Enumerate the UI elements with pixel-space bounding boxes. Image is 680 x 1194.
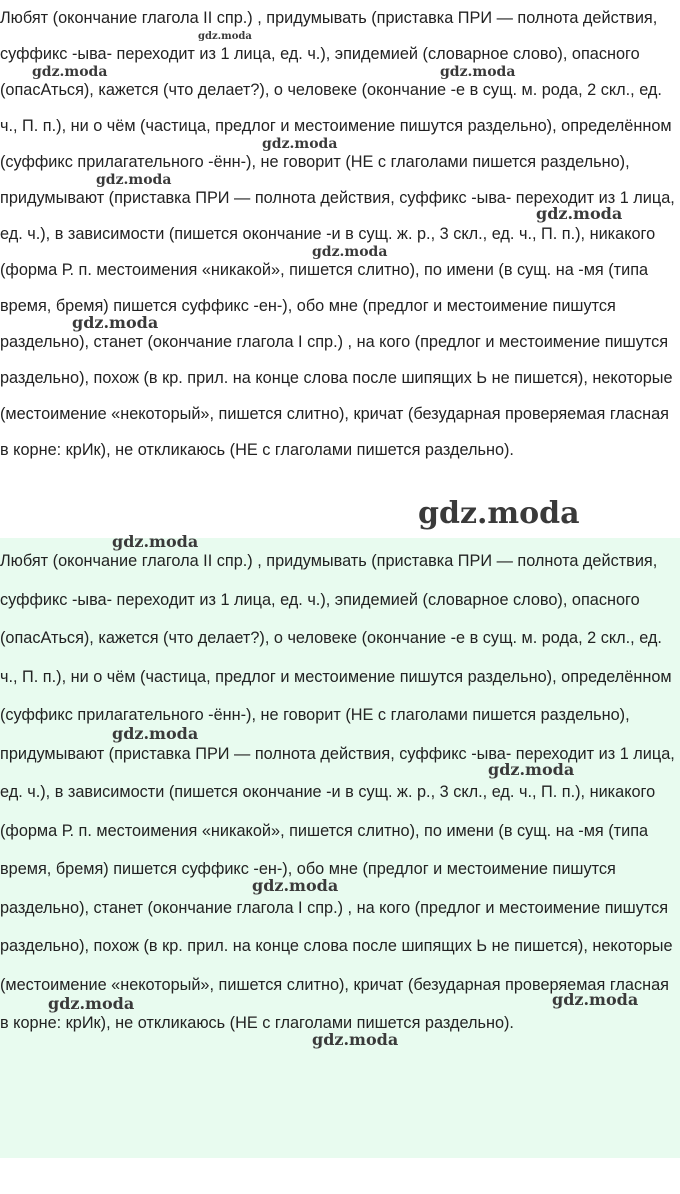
watermark-stamp: gdz.moda: [96, 172, 172, 188]
watermark-stamp: gdz.moda: [112, 532, 199, 551]
watermark-stamp: gdz.moda: [72, 313, 159, 332]
answer-text-block-highlighted: [0, 538, 680, 1158]
watermark-stamp: gdz.moda: [418, 496, 580, 531]
answer-paragraph: Любят (окончание глагола II спр.) , придумывать (приставка ПРИ — полнота действия, суффикс -ыва- переходит из 1 лица, ед. ч.), эпидемией (словарное слово), опасного (опасАться), кажется (что делает?), о человеке (окончание -е в сущ. м. рода, 2 скл., ед. ч., П. п.), ни о чём (частица, предлог и местоимение пишутся раздельно), определённом (суффикс прилагательного -ённ-), не говорит (НЕ с глаголами пишется раздельно), придумывают (приставка ПРИ — полнота действия, суффикс -ыва- переходит из 1 лица, ед. ч.), в зависимости (пишется окончание -и в сущ. ж. р., 3 скл., ед. ч., П. п.), никакого (форма Р. п. местоимения «никакой», пишется слитно), по имени (в сущ. на -мя (типа время, бремя) пишется суффикс -ен-), обо мне (предлог и местоимение пишутся раздельно), станет (окончание глагола I спр.) , на кого (предлог и местоимение пишутся раздельно), похож (в кр. прил. на конце слова после шипящих Ь не пишется), некоторые (местоимение «некоторый», пишется слитно), кричат (безударная проверяемая гласная в корне: крИк), не откликаюсь (НЕ с глаголами пишется раздельно).: [0, 9, 675, 459]
watermark-stamp: gdz.moda: [552, 990, 639, 1009]
watermark-stamp: gdz.moda: [112, 724, 199, 743]
watermark-stamp: gdz.moda: [312, 1030, 399, 1049]
watermark-stamp: gdz.moda: [48, 994, 135, 1013]
answer-text-block-plain: [0, 0, 680, 538]
watermark-stamp: gdz.moda: [536, 204, 623, 223]
watermark-stamp: gdz.moda: [198, 31, 252, 42]
answer-paragraph-highlighted: Любят (окончание глагола II спр.) , придумывать (приставка ПРИ — полнота действия, суффикс -ыва- переходит из 1 лица, ед. ч.), эпидемией (словарное слово), опасного (опасАться), кажется (что делает?), о человеке (окончание -е в сущ. м. рода, 2 скл., ед. ч., П. п.), ни о чём (частица, предлог и местоимение пишутся раздельно), определённом (суффикс прилагательного -ённ-), не говорит (НЕ с глаголами пишется раздельно), придумывают (приставка ПРИ — полнота действия, суффикс -ыва- переходит из 1 лица, ед. ч.), в зависимости (пишется окончание -и в сущ. ж. р., 3 скл., ед. ч., П. п.), никакого (форма Р. п. местоимения «никакой», пишется слитно), по имени (в сущ. на -мя (типа время, бремя) пишется суффикс -ен-), обо мне (предлог и местоимение пишутся раздельно), станет (окончание глагола I спр.) , на кого (предлог и местоимение пишутся раздельно), похож (в кр. прил. на конце слова после шипящих Ь не пишется), некоторые (местоимение «некоторый», пишется слитно), кричат (безударная проверяемая гласная в корне: крИк), не откликаюсь (НЕ с глаголами пишется раздельно).: [0, 552, 675, 1032]
watermark-stamp: gdz.moda: [252, 876, 339, 895]
watermark-stamp: gdz.moda: [312, 244, 388, 260]
watermark-stamp: gdz.moda: [440, 64, 516, 80]
watermark-stamp: gdz.moda: [488, 760, 575, 779]
watermark-stamp: gdz.moda: [32, 64, 108, 80]
watermark-stamp: gdz.moda: [262, 136, 338, 152]
